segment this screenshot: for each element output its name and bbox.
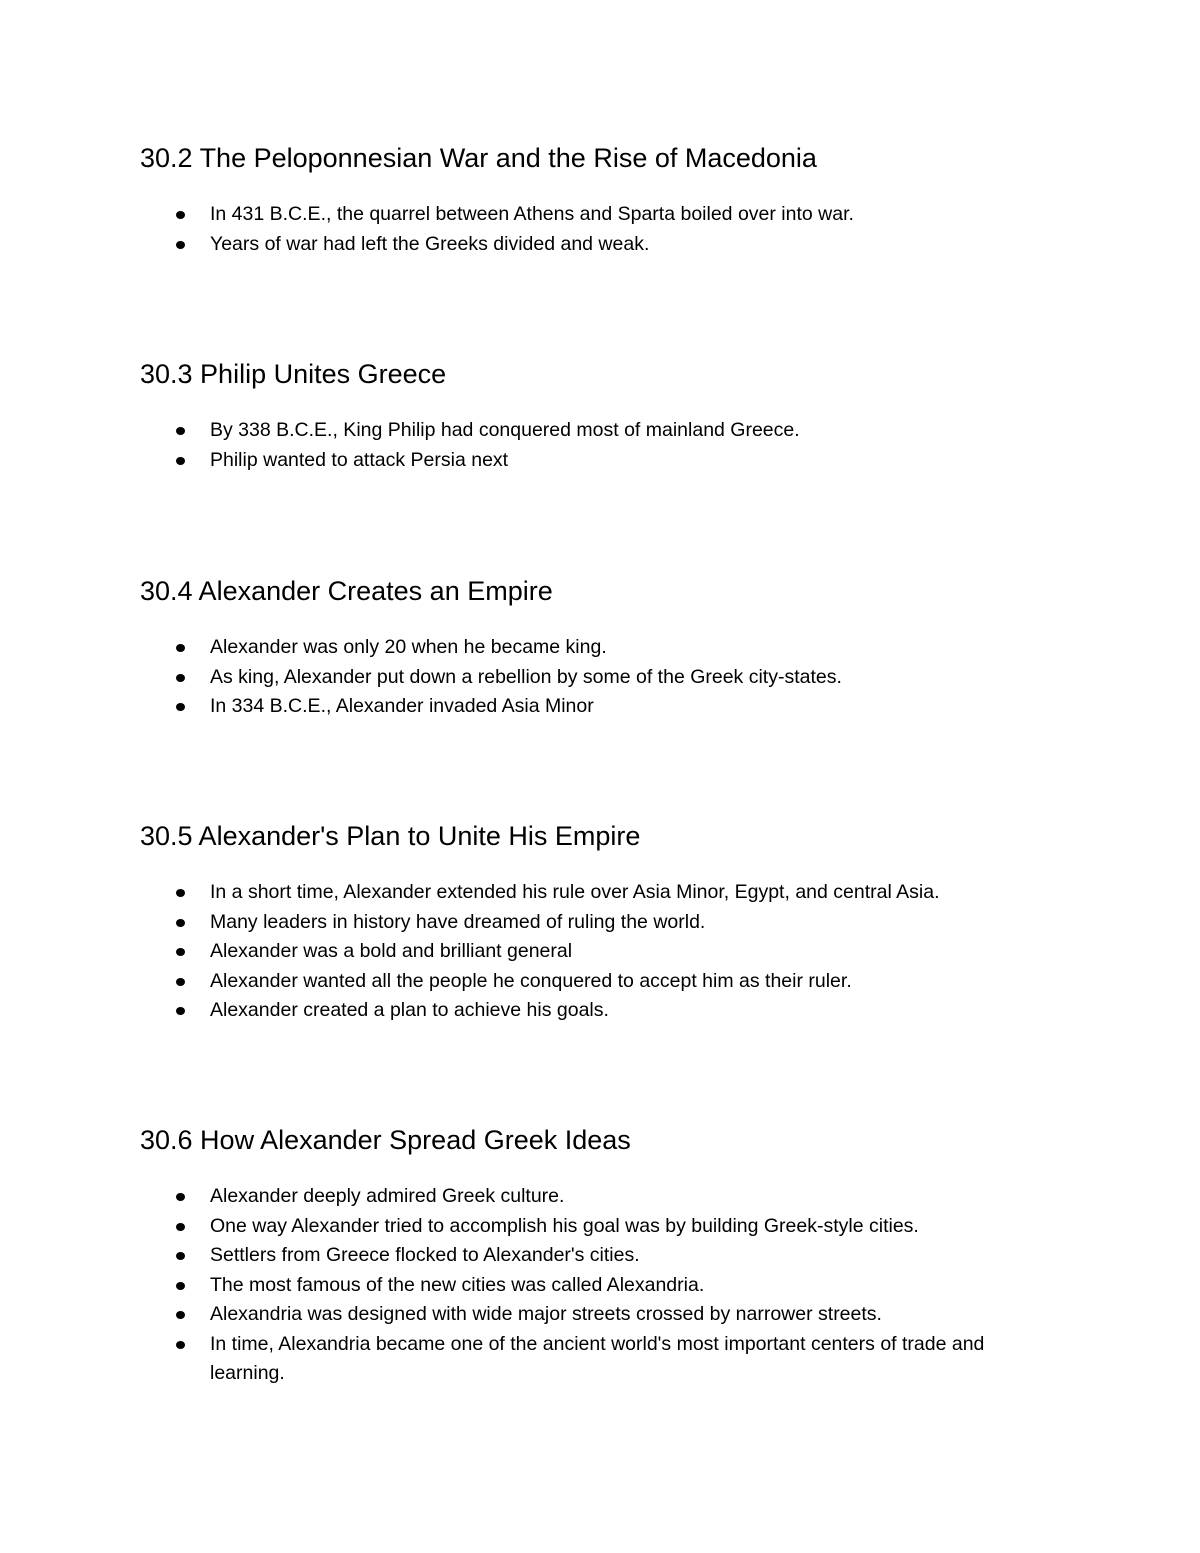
bullet-icon [176, 948, 185, 956]
list-item [140, 878, 1040, 908]
list-item [140, 1330, 1040, 1389]
list-item-text: In 334 B.C.E., Alexander invaded Asia Minor [210, 695, 594, 717]
bullet-icon [176, 457, 185, 465]
bullet-icon [176, 1193, 185, 1201]
list-item [140, 1241, 1040, 1271]
list-item-text: As king, Alexander put down a rebellion by some of the Greek city-states. [210, 665, 842, 688]
list-item [140, 692, 1040, 722]
section-philip-unites-greece [140, 356, 1040, 475]
list-item [140, 908, 1040, 938]
list-item-text: Alexander wanted all the people he conquered to accept him as their ruler. [210, 969, 852, 992]
list-item [140, 996, 1040, 1026]
list-item-text: In a short time, Alexander extended his rule over Asia Minor, Egypt, and central Asia. [210, 881, 940, 903]
list-item-text: The most famous of the new cities was called Alexandria. [210, 1273, 705, 1296]
list-item [140, 1212, 1040, 1242]
bullet-icon [176, 919, 185, 927]
bullet-icon [176, 1223, 185, 1231]
bullet-icon [176, 978, 185, 986]
list-item-text: Alexander created a plan to achieve his goals. [210, 999, 609, 1021]
list-item [140, 1271, 1040, 1301]
list-item [140, 967, 1040, 997]
bullet-list [140, 633, 1040, 722]
list-item-text: One way Alexander tried to accomplish his goal was by building Greek-style cities. [210, 1214, 919, 1237]
section-heading: 30.4 Alexander Creates an Empire [140, 576, 553, 606]
list-item-text: Philip wanted to attack Persia next [210, 448, 509, 471]
bullet-icon [176, 427, 185, 435]
list-item [140, 633, 1040, 663]
bullet-icon [176, 1311, 185, 1319]
bullet-icon [176, 211, 185, 219]
list-item-text: Settlers from Greece flocked to Alexander's cities. [210, 1244, 640, 1266]
section-heading: 30.2 The Peloponnesian War and the Rise of Macedonia [140, 143, 817, 173]
list-item [140, 663, 1040, 693]
list-item-text: In time, Alexandria became one of the ancient world's most important centers of trade and learning. [210, 1332, 985, 1384]
section-greek-ideas [140, 1122, 1040, 1389]
bullet-icon [176, 674, 185, 682]
list-item-text: Many leaders in history have dreamed of ruling the world. [210, 910, 706, 933]
list-item [140, 937, 1040, 967]
bullet-icon [176, 1341, 185, 1349]
list-item-text: Alexander was a bold and brilliant general [210, 940, 573, 962]
bullet-icon [176, 703, 185, 711]
list-item [140, 200, 1040, 230]
bullet-icon [176, 241, 185, 249]
bullet-icon [176, 644, 185, 652]
list-item [140, 1300, 1040, 1330]
section-heading: 30.3 Philip Unites Greece [140, 359, 447, 389]
bullet-list [140, 416, 1040, 475]
list-item [140, 230, 1040, 260]
bullet-icon [176, 1007, 185, 1015]
bullet-list [140, 200, 1040, 259]
bullet-list [140, 1182, 1040, 1389]
list-item-text: Alexandria was designed with wide major streets crossed by narrower streets. [210, 1303, 882, 1325]
bullet-icon [176, 1252, 185, 1260]
list-item-text: In 431 B.C.E., the quarrel between Athens and Sparta boiled over into war. [210, 203, 854, 225]
list-item [140, 446, 1040, 476]
section-peloponnesian-war [140, 140, 1040, 259]
section-heading: 30.6 How Alexander Spread Greek Ideas [140, 1125, 631, 1155]
section-heading: 30.5 Alexander's Plan to Unite His Empire [140, 821, 641, 851]
bullet-icon [176, 889, 185, 897]
list-item [140, 1182, 1040, 1212]
list-item-text: By 338 B.C.E., King Philip had conquered most of mainland Greece. [210, 419, 800, 441]
list-item [140, 416, 1040, 446]
section-alexanders-plan [140, 818, 1040, 1026]
list-item-text: Alexander was only 20 when he became king. [210, 636, 607, 658]
list-item-text: Alexander deeply admired Greek culture. [210, 1185, 565, 1207]
bullet-icon [176, 1282, 185, 1290]
bullet-list [140, 878, 1040, 1026]
section-alexander-creates-empire [140, 573, 1040, 722]
list-item-text: Years of war had left the Greeks divided and weak. [210, 232, 650, 255]
